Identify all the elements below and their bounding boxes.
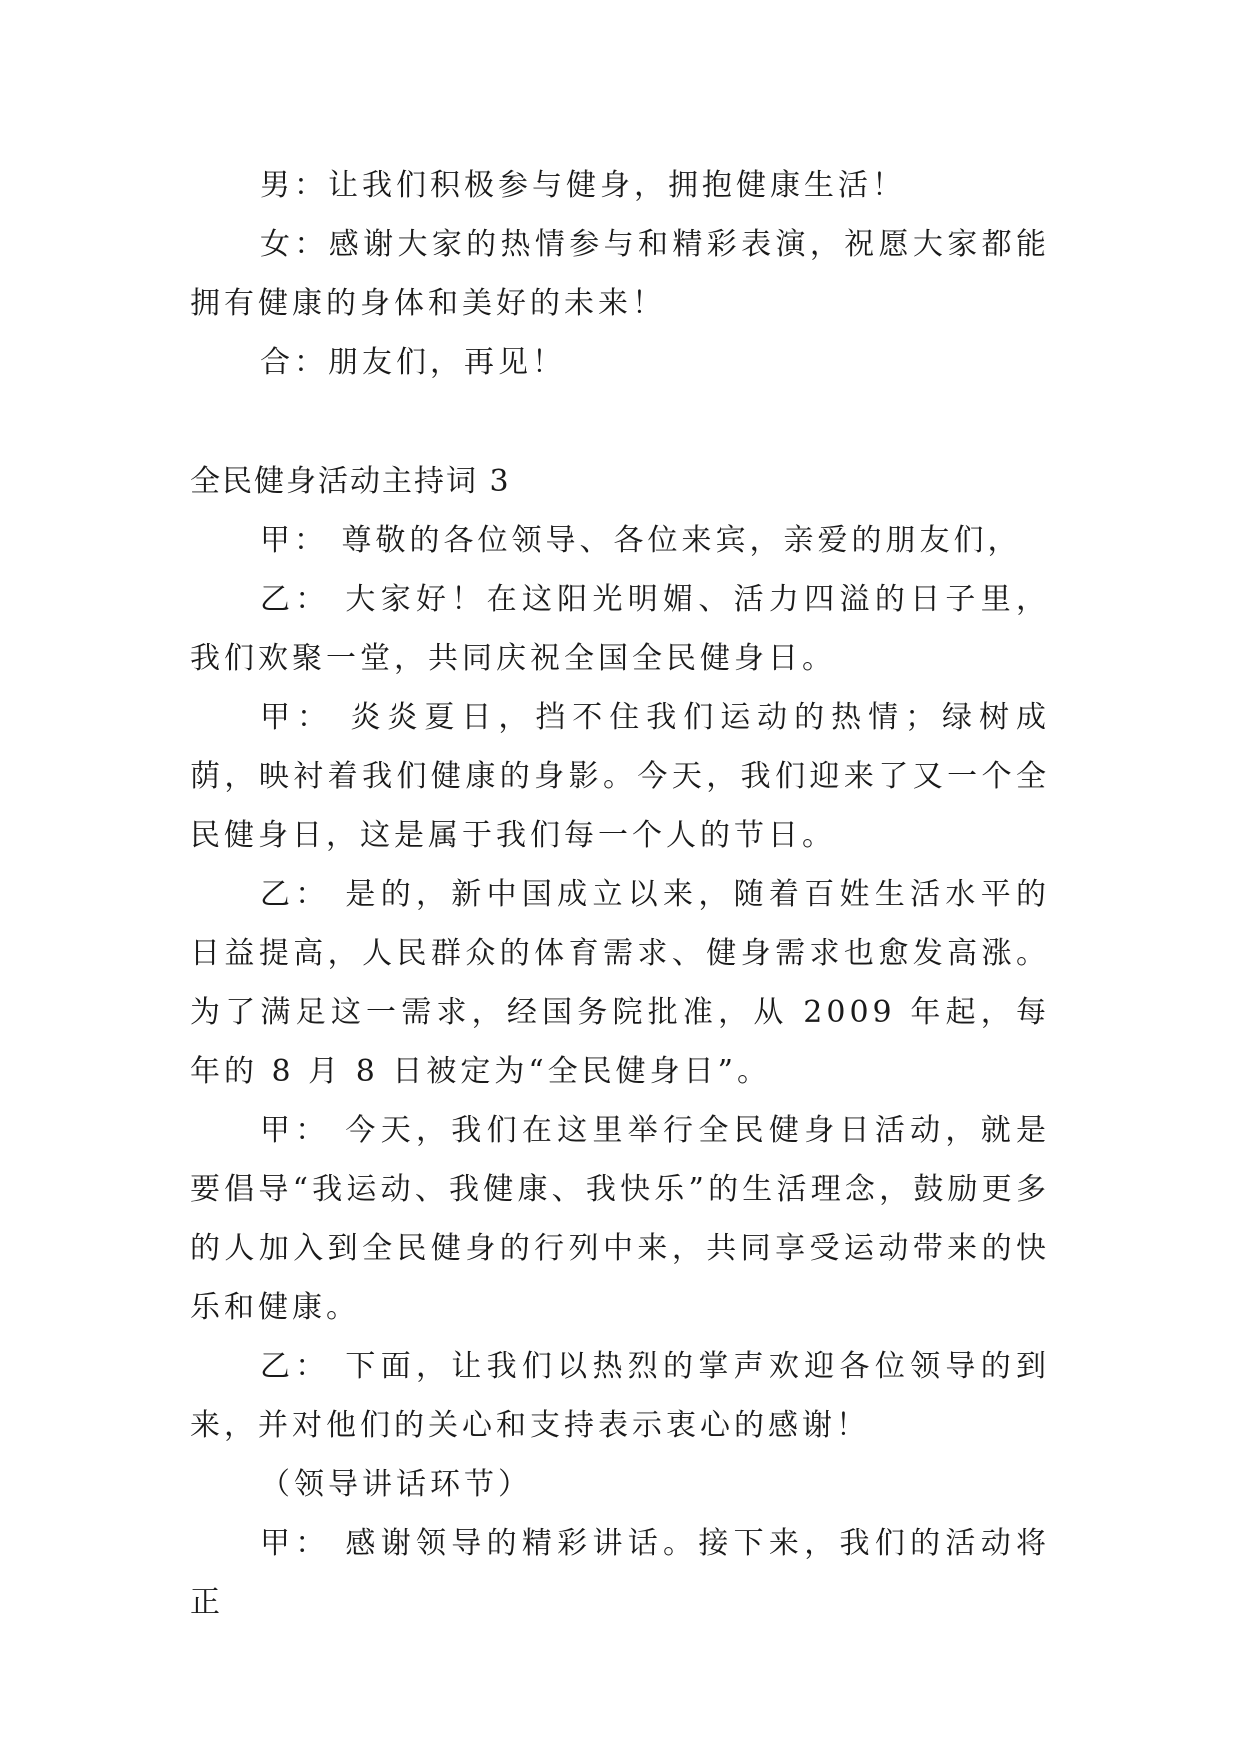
paragraph-together-line: 合：朋友们，再见！: [260, 345, 566, 380]
paragraph-jia-summer: 甲： 炎炎夏日，挡不住我们运动的热情；绿树成荫，映衬着我们健康的身影。今天，我们迎来了又一个全民健身日，这是属于我们每一个人的节日。: [190, 700, 1050, 853]
paragraph-yi-applause: 乙： 下面，让我们以热烈的掌声欢迎各位领导的到来，并对他们的关心和支持表示衷心的感谢！: [190, 1349, 1050, 1443]
paragraph-leader-speech: （领导讲话环节）: [260, 1467, 532, 1502]
paragraph-male-line: 男：让我们积极参与健身，拥抱健康生活！: [260, 168, 906, 203]
section-title: 全民健身活动主持词 3: [190, 464, 511, 499]
paragraph-yi-history: 乙： 是的，新中国成立以来，随着百姓生活水平的日益提高，人民群众的体育需求、健身需求也愈发高涨。为了满足这一需求，经国务院批准，从 2009 年起，每年的 8 月 8 日被定为“全民健身日”。: [190, 877, 1050, 1089]
closing-dialogue: [190, 156, 1050, 392]
paragraph-jia-greeting: 甲： 尊敬的各位领导、各位来宾，亲爱的朋友们，: [260, 523, 1022, 558]
paragraph-jia-purpose: 甲： 今天，我们在这里举行全民健身日活动，就是要倡导“我运动、我健康、我快乐”的生活理念，鼓励更多的人加入到全民健身的行列中来，共同享受运动带来的快乐和健康。: [190, 1113, 1050, 1325]
paragraph-yi-welcome: 乙： 大家好！在这阳光明媚、活力四溢的日子里，我们欢聚一堂，共同庆祝全国全民健身日。: [190, 582, 1050, 676]
host-script: [190, 511, 1050, 1632]
paragraph-female-line: 女：感谢大家的热情参与和精彩表演，祝愿大家都能拥有健康的身体和美好的未来！: [190, 227, 1050, 321]
paragraph-jia-next: 甲： 感谢领导的精彩讲话。接下来，我们的活动将正: [190, 1526, 1050, 1620]
